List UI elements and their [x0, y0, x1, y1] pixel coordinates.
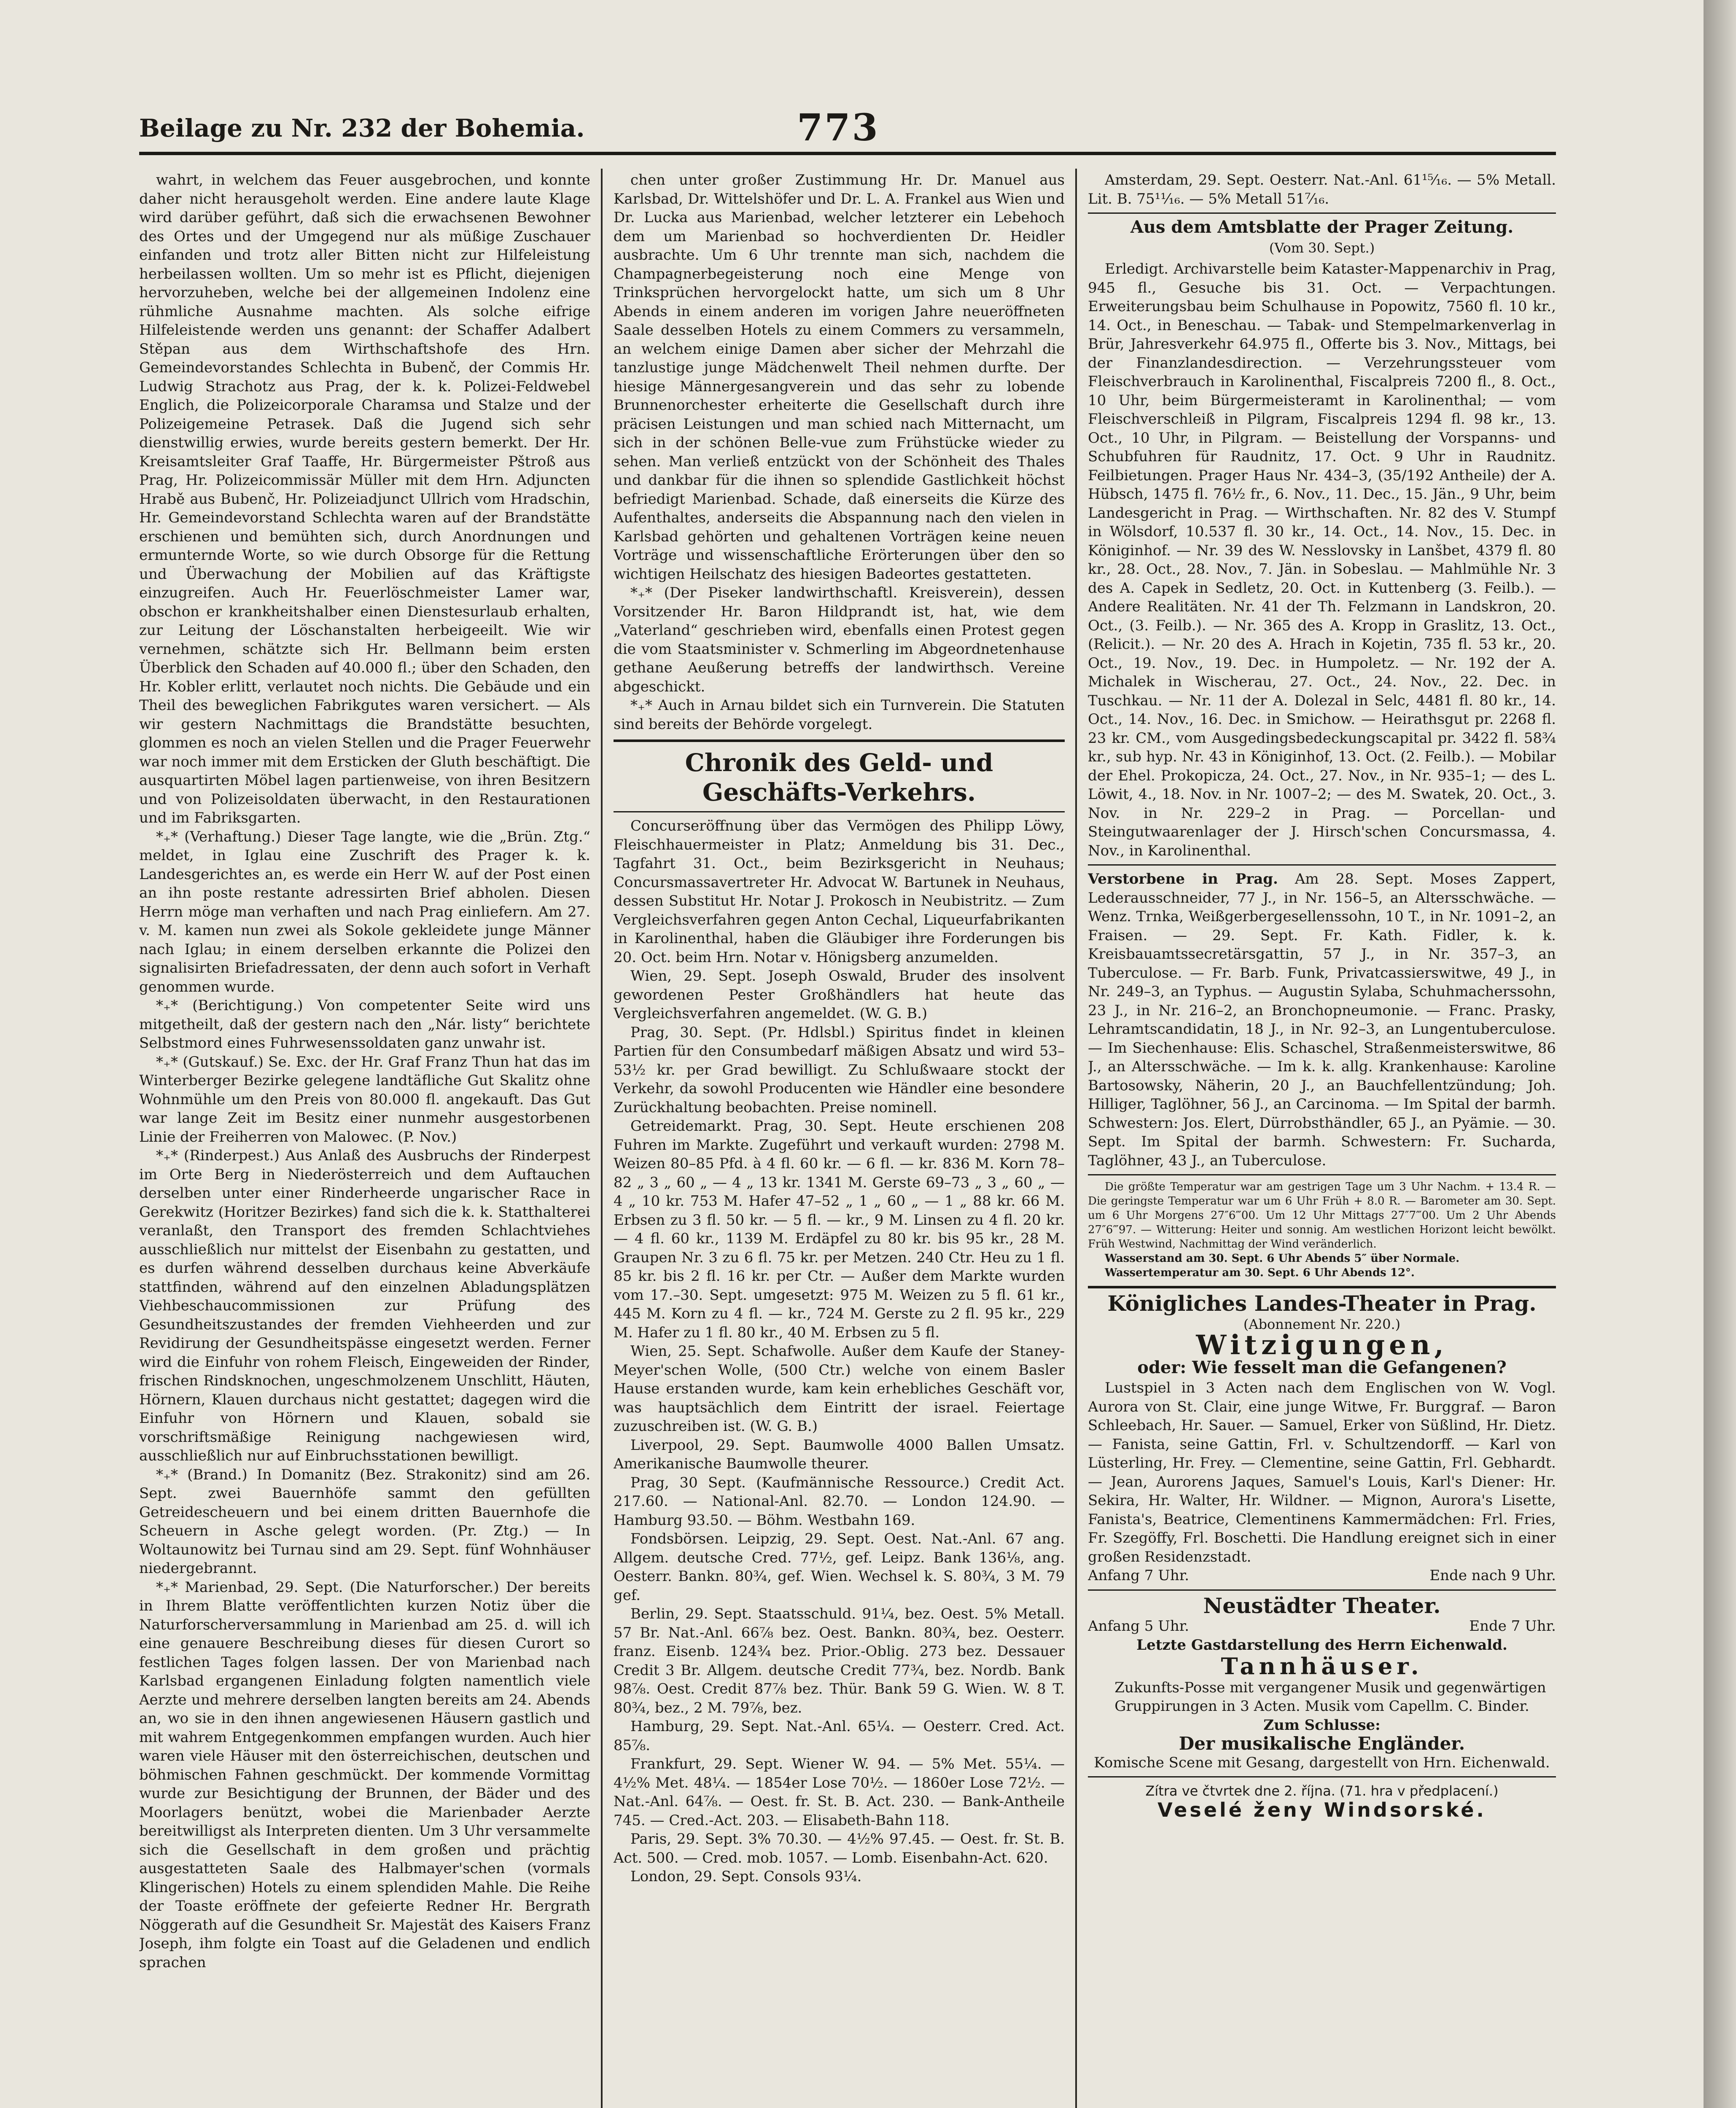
section-rule [1088, 1286, 1556, 1288]
finance-paragraph: Fondsbörsen. Leipzig, 29. Sept. Oest. Nat.-Anl. 67 ang. Allgem. deutsche Cred. 77½, gef. Leipz. Bank 136⅛, ang. Oesterr. Bankn. 80¾, gef. Wien. Wechsel k. S. 80¾, 3 M. 79 gef. [614, 1530, 1065, 1604]
article-paragraph: *₊* (Brand.) In Domanitz (Bez. Strakonitz) sind am 26. Sept. zwei Bauernhöfe sammt den gefüllten Getreidescheuern und bei einem dritten Bauernhofe die Scheuern in Asche gelegt worden. (Pr. Ztg.) — In Woltaunowitz bei Turnau sind am 29. Sept. fünf Wohnhäuser niedergebrannt. [139, 1466, 590, 1577]
article-paragraph: chen unter großer Zustimmung Hr. Dr. Manuel aus Karlsbad, Dr. Wittelshöfer und Dr. L. A. Frankel aus Wien und Dr. Lucka aus Marienbad, welcher letzterer ein Lebehoch dem um Marienbad so hochverdienten Dr. Heidler ausbrachte. Um 6 Uhr trennte man sich, nachdem die Champagnerbegeisterung noch eine Menge von Trinksprüchen hervorgelockt hatte, um sich um 8 Uhr Abends in einem anderen im vorigen Jahre neueröffneten Saale desselben Hotels zu einem Commers zu versammeln, an welchem einige Damen aber sicher der Mehrzahl die tanzlustige junge Mädchenwelt Theil nehmen durfte. Der hiesige Männergesangverein und das sehr zu lobende Brunnenorchester erheiterte die Gesellschaft durch ihre präcisen Leistungen und man schied nach Mitternacht, um sich in der schönen Belle-vue zum Frühstücke wieder zu sehen. Man verließ entzückt von der Schönheit des Thales und dankbar für die ihnen so splendide Gastlichkeit höchst befriedigt Marienbad. Schade, daß einerseits die Kürze des Aufenthaltes, anderseits die Abspannung nach den vielen in Karlsbad gehörten und gehaltenen Vorträgen keine neuen Vorträge und wissenschaftliche Erörterungen über den so wichtigen Heilschatz des hiesigen Badeortes gestatteten. [614, 172, 1065, 583]
finance-paragraph: Hamburg, 29. Sept. Nat.-Anl. 65¼. — Oesterr. Cred. Act. 85⅞. [614, 1718, 1065, 1754]
finance-paragraph: Wien, 29. Sept. Joseph Oswald, Bruder des insolvent gewordenen Pester Großhändlers hat heute das Vergleichsverfahren angemeldet. (W. G. B.) [614, 968, 1065, 1022]
article-paragraph: wahrt, in welchem das Feuer ausgebrochen, und konnte daher nicht herausgeholt werden. Eine andere laute Klage wird darüber geführt, daß sich die erwachsenen Bewohner des Ortes und der Umgegend nur als müßige Zuschauer einfanden und trotz aller Bitten nicht zur Hilfeleistung herbeilassen wollten. Um so mehr ist es Pflicht, diejenigen hervorzuheben, welche bei der allgemeinen Indolenz eine rühmliche Ausnahme machten. Als solche eifrige Hilfeleistende werden uns genannt: der Schaffer Adalbert Stěpan aus dem Wirthschaftshofe des Hrn. Gemeindevorstandes Schlechta in Bubenč, der Commis Hr. Ludwig Strachotz aus Prag, der k. k. Polizei-Feldwebel Englich, die Polizeicorporale Charamsa und Stalze und der Polizeigemeine Petrasek. Daß die Jugend sich sehr dienstwillig erwies, wurde bereits gestern bemerkt. Der Hr. Kreisamtsleiter Graf Taaffe, Hr. Bürgermeister Pštroß aus Prag, Hr. Polizeicommissär Müller mit dem Hrn. Adjuncten Hrabě aus Bubenč, Hr. Polizeiadjunct Ullrich vom Hradschin, Hr. Gemeindevorstand Schlechta waren auf der Brandstätte erschienen und bemühten sich, durch Anordnungen und ermunternde Worte, so wie durch Obsorge für die Rettung und Überwachung der Mobilien auf das Kräftigste einzugreifen. Auch Hr. Feuerlöschmeister Lamer war, obschon er krankheitshalber einen Dienstesurlaub erhalten, zur Leitung der Löschanstalten herbeigeeilt. Wie wir vernehmen, schätzte sich Hr. Bellmann beim ersten Überblick den Schaden auf 40.000 fl.; über den Schaden, den Hr. Kobler erlitt, verlautet noch nichts. Die Gebäude und ein Theil des beweglichen Fabrikgutes waren versichert. — Als wir gestern Nachmittags die Brandstätte besuchten, glommen es noch an vielen Stellen und die Prager Feuerwehr war noch immer mit dem Ersticken der Gluth beschäftigt. Die ausquartirten Möbel lagen partienweise, von ihren Besitzern und von Polizeisoldaten überwacht, in den Restaurationen und im Fabriksgarten. [139, 172, 590, 826]
finance-paragraph: Getreidemarkt. Prag, 30. Sept. Heute erschienen 208 Fuhren im Markte. Zugeführt und verkauft wurden: 2798 M. Weizen 80–85 Pfd. à 4 fl. 60 kr. — 6 fl. — kr. 836 M. Korn 78–82 „ 3 „ 60 „ — 4 „ 13 kr. 1341 M. Gerste 69–73 „ 3 „ 60 „ — 4 „ 10 kr. 753 M. Hafer 47–52 „ 1 „ 60 „ — 1 „ 88 kr. 66 M. Erbsen zu 3 fl. 50 kr. — 5 fl. — kr., 9 M. Linsen zu 4 fl. 20 kr. — 4 fl. 60 kr., 1139 M. Erdäpfel zu 80 kr. bis 95 kr., 28 M. Graupen Nr. 3 zu 6 fl. 75 kr. per Metzen. 240 Ctr. Heu zu 1 fl. 85 kr. bis 2 fl. 16 kr. per Ctr. — Außer dem Markte wurden vom 17.–30. Sept. umgesetzt: 975 M. Weizen zu 5 fl. 61 kr., 445 M. Korn zu 4 fl. — kr., 724 M. Gerste zu 2 fl. 95 kr., 229 M. Hafer zu 1 fl. 80 kr., 40 M. Erbsen zu 5 fl. [614, 1118, 1065, 1341]
theatre-abonnement: (Abonnement Nr. 220.) [1243, 1316, 1401, 1332]
theatre-times [1088, 1566, 1556, 1585]
neustadt-times [1088, 1617, 1556, 1636]
article-paragraph: *₊* (Gutskauf.) Se. Exc. der Hr. Graf Franz Thun hat das im Winterberger Bezirke gelegene landtäfliche Gut Skalitz ohne Wohnmühle um den Preis von 80.000 fl. angekauft. Das Gut war lange Zeit im Besitz einer nunmehr ausgestorbenen Linie der Freiherren von Malowec. (P. Nov.) [139, 1053, 590, 1145]
column-3 [1088, 171, 1556, 2108]
neustadt-end: Ende 7 Uhr. [1469, 1618, 1556, 1635]
section-rule [1088, 1776, 1556, 1777]
header-rule [139, 152, 1556, 155]
article-paragraph: *₊* (Verhaftung.) Dieser Tage langte, wie die „Brün. Ztg.“ meldet, in Iglau eine Zuschrift des Prager k. k. Landesgerichtes an, es werde ein Herr W. auf der Post einen an ihn poste restante adressirten Brief abholen. Diesen Herrn möge man verhaften und nach Prag einliefern. Am 27. v. M. kamen nun zwei als Sokole gekleidete junge Männer nach Iglau; in einem derselben erkannte die Polizei den signalisirten Briefadressaten, der denn auch sofort in Verhaft genommen wurde. [139, 828, 590, 995]
section-rule [1088, 1174, 1556, 1175]
finance-paragraph: Berlin, 29. Sept. Staatsschuld. 91¼, bez. Oest. 5% Metall. 57 Br. Nat.-Anl. 66⅞ bez. Oest. Bankn. 80¾, bez. Oesterr. franz. Eisenb. 124¾ bez. Prior.-Oblig. 273 bez. Dessauer Credit 3 Br. Allgem. deutsche Credit 77¾, bez. Nordb. Bank 98⅞. Oest. Credit 87⅞ bez. Thür. Bank 59 G. Wien. W. 8 T. 80¾, bez., 2 M. 79⅞, bez. [614, 1605, 1065, 1716]
czech-announcement: Zítra ve čtvrtek dne 2. října. (71. hra v předplacení.) [1145, 1783, 1499, 1799]
neustadt-finale-desc: Komische Scene mit Gesang, dargestellt von Hrn. Eichenwald. [1094, 1754, 1550, 1771]
column-divider [601, 169, 603, 2108]
finance-paragraph: London, 29. Sept. Consols 93¼. [630, 1868, 862, 1885]
deaths-list: Am 28. Sept. Moses Zappert, Lederausschneider, 77 J., in Nr. 156–5, an Altersschwäche. — Wenz. Trnka, Weißgerbergesellenssohn, 10 T., in Nr. 1091–2, an Fraisen. — 29. Sept. Fr. Kath. Fidler, k. k. Kreisbauamtssecretärsgattin, 57 J., in Nr. 357–3, an Tuberculose. — Fr. Barb. Funk, Privatcassierswitwe, 49 J., in Nr. 249–3, an Typhus. — Augustin Sylaba, Schuhmacherssohn, 23 J., in Nr. 216–2, an Bronchopneumonie. — Franc. Prasky, Lehramtscandidatin, 18 J., in Nr. 92–3, an Lungentuberculose. — Im Siechenhause: Elis. Schaschel, Straßenmeisterswitwe, 86 J., an Altersschwäche. — Im k. k. allg. Krankenhause: Karoline Bartosowsky, Näherin, 20 J., an Bauchfellentzündung; Joh. Hilliger, Taglöhner, 56 J., an Carcinoma. — Im Spital der barmh. Schwestern: Jos. Elert, Dürrobsthändler, 65 J., an Pyämie. — 30. Sept. Im Spital der barmh. Schwestern: Fr. Sucharda, Taglöhner, 43 J., an Tuberculose. [1088, 871, 1556, 1169]
theatre-play-title: Witzigungen, [1196, 1329, 1448, 1361]
neustadt-finale-intro: Zum Schlusse: [1263, 1716, 1381, 1734]
column-1 [139, 171, 590, 2108]
theatre-details: Lustspiel in 3 Acten nach dem Englischen von W. Vogl. Aurora von St. Clair, eine junge Witwe, Fr. Burggraf. — Baron Schleebach, Hr. Sauer. — Samuel, Erker von Süßlind, Hr. Dietz. — Fanista, seine Gattin, Frl. v. Schultzendorff. — Karl von Lüsterling, Hr. Frey. — Clementine, seine Gattin, Frl. Gebhardt. — Jean, Aurorens Jaques, Samuel's Louis, Karl's Diener: Hr. Sekira, Hr. Walter, Hr. Wildner. — Mignon, Aurora's Lisette, Fanista's, Beatrice, Clementinens Kammermädchen: Frl. Fries, Fr. Szegöffy, Frl. Boschetti. Die Handlung ereignet sich in einer großen Residenzstadt. [1088, 1379, 1556, 1565]
deaths-title: Verstorbene in Prag. [1088, 871, 1278, 887]
water-temperature: Wassertemperatur am 30. Sept. 6 Uhr Abends 12°. [1105, 1266, 1415, 1279]
neustadt-guest: Letzte Gastdarstellung des Herrn Eichenwald. [1136, 1636, 1507, 1654]
weather-report [1088, 1180, 1556, 1280]
column-2 [614, 171, 1065, 2108]
finance-paragraph: Prag, 30 Sept. (Kaufmännische Ressource.) Credit Act. 217.60. — National-Anl. 82.70. — London 124.90. — Hamburg 93.50. — Böhm. Westbahn 169. [614, 1474, 1065, 1529]
neustadt-finale: Der musikalische Engländer. [1179, 1733, 1465, 1754]
section-title-amtsblatt: Aus dem Amtsblatte der Prager Zeitung. [1130, 217, 1514, 237]
page-header [139, 105, 1556, 160]
section-rule [1088, 1589, 1556, 1591]
deaths-heading-line [1088, 870, 1556, 1170]
theatre-title: Königliches Landes-Theater in Prag. [1107, 1291, 1537, 1316]
czech-play-title: Veselé ženy Windsorské. [1157, 1798, 1486, 1821]
neustadt-start: Anfang 5 Uhr. [1088, 1618, 1190, 1635]
section-rule [614, 811, 1065, 812]
theatre-start: Anfang 7 Uhr. [1088, 1567, 1190, 1584]
finance-paragraph: Wien, 25. Sept. Schafwolle. Außer dem Kaufe der Staney-Meyer'schen Wolle, (500 Ctr.) welche von einem Basler Hause erstanden wurde, kam kein erhebliches Geschäft vor, was hauptsächlich dem Eintritt der israel. Feiertage zuzuschreiben ist. (W. G. B.) [614, 1343, 1065, 1435]
neustadt-details: Zukunfts-Posse mit vergangener Musik und gegenwärtigen Gruppirungen in 3 Acten. Musik vom Capellm. C. Binder. [1114, 1679, 1546, 1715]
article-paragraph: *₊* (Der Piseker landwirthschaftl. Kreisverein), dessen Vorsitzender Hr. Baron Hildprandt ist, hat, wie dem „Vaterland“ geschrieben wird, ebenfalls einen Protest gegen die vom Staatsminister v. Schmerling im Abgeordnetenhause gethane Aeußerung betreffs der landwirthsch. Vereine abgeschickt. [614, 584, 1065, 695]
page-edge [1704, 0, 1736, 2108]
finance-paragraph: Prag, 30. Sept. (Pr. Hdlsbl.) Spiritus findet in kleinen Partien für den Consumbedarf mäßigen Absatz und wird 53–53½ kr. per Grad bewilligt. Zu Schlußwaare stockt der Verkehr, da sowohl Producenten wie Händler eine besondere Zurückhaltung beobachten. Preise nominell. [614, 1024, 1065, 1116]
weather-paragraph: Die größte Temperatur war am gestrigen Tage um 3 Uhr Nachm. + 13.4 R. — Die geringste Temperatur war um 6 Uhr Früh + 8.0 R. — Barometer am 30. Sept. um 6 Uhr Morgens 27″6‴00. Um 12 Uhr Mittags 27″7‴00. Um 2 Uhr Abends 27″6‴97. — Witterung: Heiter und sonnig. Am westlichen Horizont leicht bewölkt. Früh Westwind, Nachmittag der Wind veränderlich. [1088, 1180, 1556, 1250]
finance-paragraph: Amsterdam, 29. Sept. Oesterr. Nat.-Anl. 61¹⁵⁄₁₆. — 5% Metall. Lit. B. 75¹¹⁄₁₆. — 5% Metall 51⁷⁄₁₆. [1088, 172, 1556, 207]
article-paragraph: *₊* Auch in Arnau bildet sich ein Turnverein. Die Statuten sind bereits der Behörde vorgelegt. [614, 697, 1065, 733]
finance-paragraph: Liverpool, 29. Sept. Baumwolle 4000 Ballen Umsatz. Amerikanische Baumwolle theurer. [614, 1436, 1065, 1472]
article-paragraph: *₊* (Rinderpest.) Aus Anlaß des Ausbruchs der Rinderpest im Orte Berg in Niederösterreich und dem Auftauchen derselben unter einer Rinderheerde ungarischer Race in Gerekwitz (Horitzer Bezirkes) fand sich die k. k. Statthalterei veranlaßt, den Transport des fremden Schlachtviehes ausschließlich nur mittelst der Eisenbahn zu gestatten, und es durfen während desselben durchaus keine Abverkäufe stattfinden, während auf den einzelnen Abladungsplätzen Viehbeschaucommissionen zur Prüfung des Gesundheitszustandes der fremden Viehheerden und zur Revidirung der Gesundheitspässe eingesetzt werden. Ferner wird die Einfuhr von rohem Fleisch, Eingeweiden der Rinder, frischen Rindsknochen, ungeschmolzenem Unschlitt, Häuten, Hörnern, Klauen durchaus nicht gestattet; dagegen wird die Einfuhr von Hörnern und Klauen, sobald sie vorschriftsmäßige Reinigung nachgewiesen wird, ausschließlich nur auf Einbruchsstationen bewilligt. [139, 1147, 590, 1464]
neustadt-play-title: Tannhäuser. [1221, 1653, 1423, 1680]
article-paragraph: *₊* (Berichtigung.) Von competenter Seite wird uns mitgetheilt, daß der gestern nach den „Nár. listy“ berichtete Selbstmord eines Fuhrwesenssoldaten ganz unwahr ist. [139, 997, 590, 1051]
section-rule [1088, 864, 1556, 866]
theatre-play-subtitle: oder: Wie fesselt man die Gefangenen? [1137, 1357, 1507, 1377]
neustadt-theatre-title: Neustädter Theater. [1203, 1593, 1441, 1618]
finance-paragraph: Paris, 29. Sept. 3% 70.30. — 4½% 97.45. — Oest. fr. St. B. Act. 500. — Cred. mob. 1057. — Lomb. Eisenbahn-Act. 620. [614, 1831, 1065, 1866]
column-divider [1075, 169, 1077, 2108]
article-paragraph: *₊* Marienbad, 29. Sept. (Die Naturforscher.) Der bereits in Ihrem Blatte veröffentlichten kurzen Notiz über die Naturforscherversammlung in Marienbad am 25. d. will ich eine genauere Beschreibung dieses für diesen Curort so festlichen Tages folgen lassen. Der von Marienbad nach Karlsbad ergangenen Einladung folgten namentlich viele Aerzte und mehrere derselben langten bereits am 24. Abends an, wo sie in den ihnen angewiesenen Häusern gastlich und mit wahrem Entgegenkommen empfangen wurden. Auch hier waren viele Häuser mit den österreichischen, deutschen und böhmischen Fahnen geschmückt. Der kommende Vormittag wurde zur Besichtigung der Brunnen, der Bäder und des Moorlagers benützt, wobei die Marienbader Aerzte bereitwilligst als Interpreten dienten. Um 3 Uhr versammelte sich die Gesellschaft in dem großen und prächtig ausgestatteten Saale des Halbmayer'schen (vormals Klingerischen) Hotels zu einem splendiden Mahle. Die Reihe der Toaste eröffnete der gefeierte Redner Hr. Bergrath Nöggerath auf die Gesundheit Sr. Majestät des Kaisers Franz Joseph, ihm folgte ein Toast auf die Geladenen und endlich sprachen [139, 1578, 590, 1971]
page-number: 773 [797, 105, 880, 149]
section-date: (Vom 30. Sept.) [1269, 239, 1375, 256]
section-title-finance: Chronik des Geld- und Geschäfts-Verkehrs. [685, 748, 993, 807]
finance-paragraph: Frankfurt, 29. Sept. Wiener W. 94. — 5% Met. 55¼. — 4½% Met. 48¼. — 1854er Lose 70½. — 1860er Lose 72½. — Nat.-Anl. 64⅞. — Oest. fr. St. B. Act. 230. — Bank-Antheile 745. — Cred.-Act. 203. — Elisabeth-Bahn 118. [614, 1756, 1065, 1829]
water-level: Wasserstand am 30. Sept. 6 Uhr Abends 5″ über Normale. [1105, 1252, 1460, 1265]
theatre-end: Ende nach 9 Uhr. [1429, 1567, 1556, 1584]
section-rule [1088, 212, 1556, 214]
header-supplement-title: Beilage zu Nr. 232 der Bohemia. [139, 114, 585, 143]
amtsblatt-paragraph: Erledigt. Archivarstelle beim Kataster-Mappenarchiv in Prag, 945 fl., Gesuche bis 31. Oct. — Verpachtungen. Erweiterungsbau beim Schulhause in Popowitz, 7560 fl. 10 kr., 14. Oct., in Beneschau. — Tabak- und Stempelmarkenverlag in Brür, Jahresverkehr 64.975 fl., Offerte bis 3. Nov., Mittags, bei der Finanzlandesdirection. — Verzehrungssteuer vom Fleischverbrauch in Karolinenthal, Fiscalpreis 7200 fl., 8. Oct., 10 Uhr, beim Bürgermeisteramt in Karolinenthal; — vom Fleischverschleiß in Pilgram, Fiscalpreis 1294 fl. 98 kr., 13. Oct., 10 Uhr, in Pilgram. — Beistellung der Vorspanns- und Schubfuhren für Raudnitz, 17. Oct. 9 Uhr in Raudnitz. Feilbietungen. Prager Haus Nr. 434–3, (35/192 Antheile) der A. Hübsch, 1475 fl. 76½ fr., 6. Nov., 11. Dec., 15. Jän., 9 Uhr, beim Landesgericht in Prag. — Wirthschaften. Nr. 82 des V. Stumpf in Wölsdorf, 10.537 fl. 30 kr., 14. Oct., 14. Nov., 15. Dec. in Königinhof. — Nr. 39 des W. Nesslovsky in Lanšbet, 4379 fl. 80 kr., 28. Oct., 28. Nov., 7. Jän. in Sobeslau. — Mahlmühle Nr. 3 des A. Capek in Sedletz, 20. Oct. in Kuttenberg (3. Feilb.). — Andere Realitäten. Nr. 41 der Th. Felzmann in Landskron, 20. Oct., (3. Feilb.). — Nr. 365 des A. Kropp in Graslitz, 13. Oct., (Relicit.). — Nr. 20 des A. Hrach in Kojetin, 735 fl. 53 kr., 20. Oct., 19. Nov., 19. Dec. in Humpoletz. — Nr. 192 der A. Michalek in Wischerau, 27. Oct., 24. Nov., 22. Dec. in Tuschkau. — Nr. 11 der A. Dolezal in Selc, 4481 fl. 80 kr., 14. Oct., 14. Nov., 16. Dec. in Smichow. — Heirathsgut pr. 2268 fl. 23 kr. CM., vom Ausgedingsbedeckungscapital pr. 3422 fl. 58¾ kr., sub hyp. Nr. 43 in Königinhof, 13. Oct. (2. Feilb.). — Mobilar der Ehel. Prokopicza, 24. Oct., 27. Nov., in Nr. 935–1; — des L. Löwit, 4., 18. Nov. in Nr. 1007–2; — des M. Swatek, 20. Oct., 3. Nov. in Nr. 229–2 in Prag. — Porcellan- und Steingutwaarenlager der J. Hirsch'schen Concursmassa, 4. Nov., in Karolinenthal. [1088, 261, 1556, 859]
finance-paragraph: Concurseröffnung über das Vermögen des Philipp Löwy, Fleischhauermeister in Platz; Anmeldung bis 31. Dec., Tagfahrt 31. Oct., beim Bezirksgericht in Neuhaus; Concursmassavertreter Hr. Advocat W. Bartunek in Neuhaus, dessen Substitut Hr. Notar J. Prokosch in Neubistritz. — Zum Vergleichsverfahren gegen Anton Cechal, Liqueurfabrikanten in Karolinenthal, haben die Gläubiger ihre Forderungen bis 20. Oct. beim Hrn. Notar v. Hönigsberg anzumelden. [614, 817, 1065, 966]
section-rule [614, 739, 1065, 742]
